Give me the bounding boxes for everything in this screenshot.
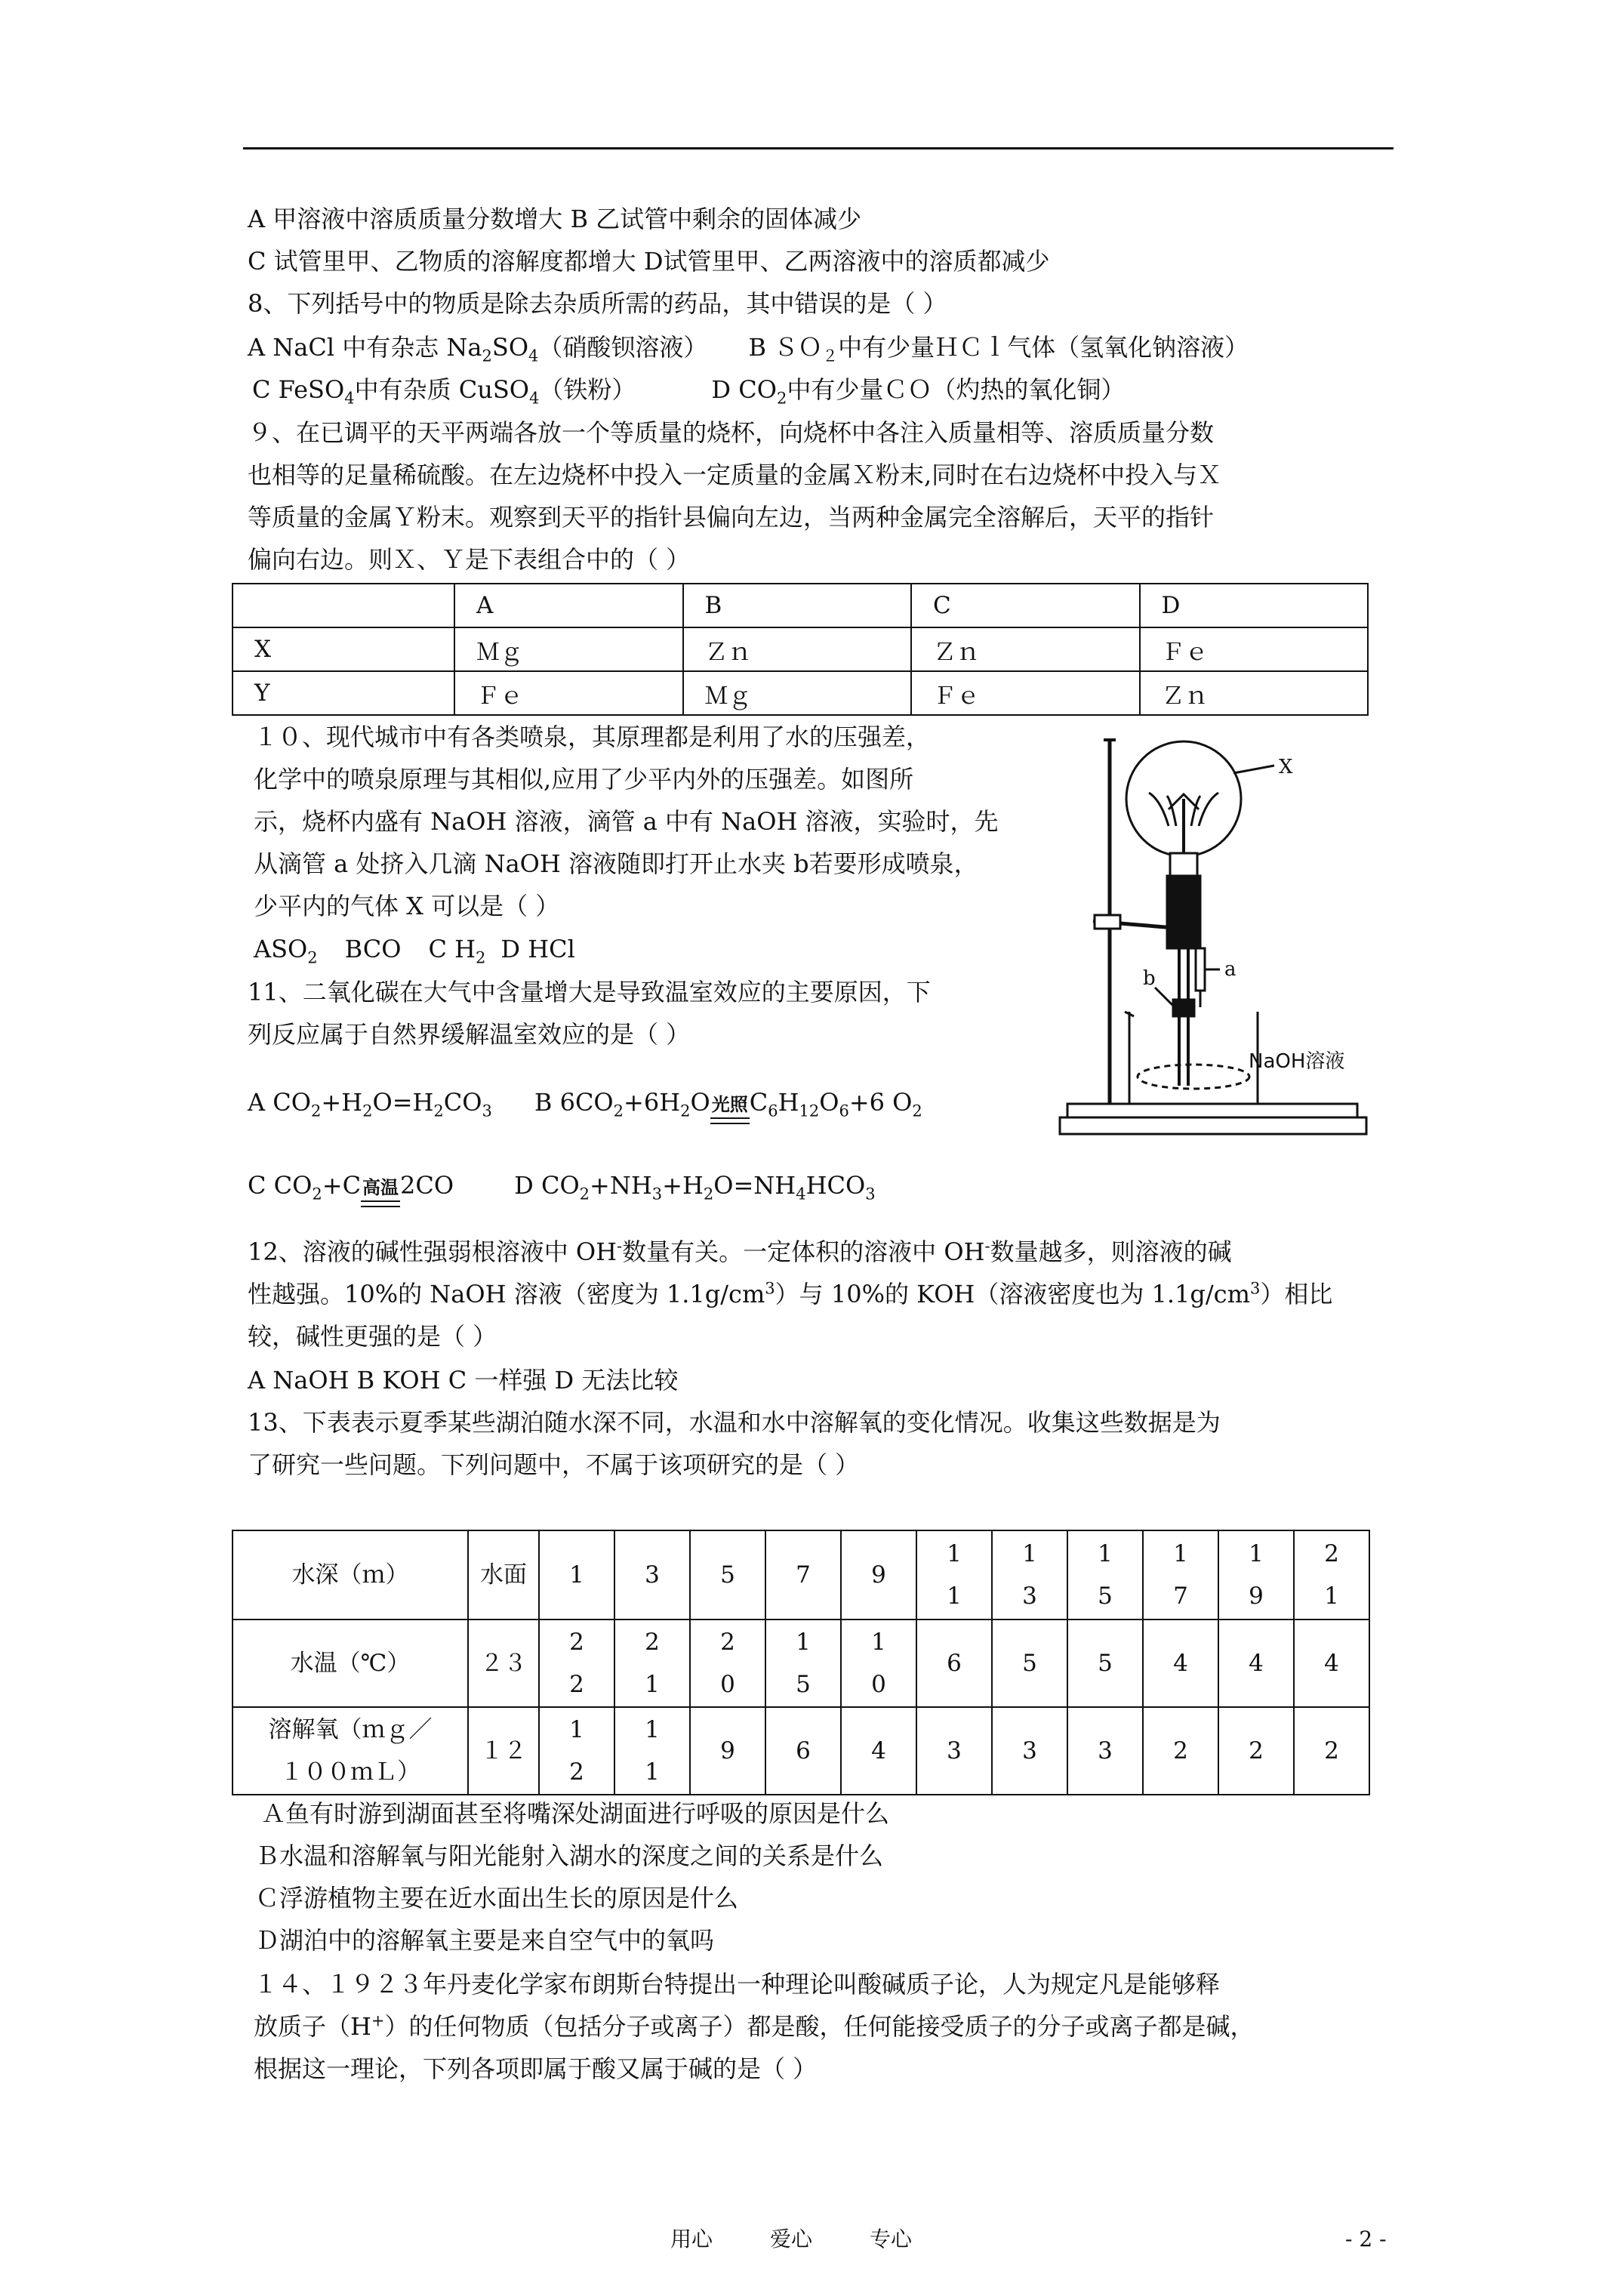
- q11-line-2: 列反应属于自然界缓解温室效应的是（ ）: [248, 1020, 691, 1049]
- table-cell: Ｚｎ: [911, 627, 1140, 671]
- table-cell: 2 1: [1294, 1530, 1369, 1620]
- q10-line-5: 少平内的气体 X 可以是（ ）: [254, 892, 560, 920]
- q8-options-ab: A NaCl 中有杂志 $Na_2SO_4$（硝酸钡溶液） B ＳＯ$_2$中有少量ＨＣｌ气体（氢氧化钠溶液）: [248, 333, 1249, 365]
- table-cell: 1: [539, 1530, 614, 1620]
- q9-line-1: ９、在已调平的天平两端各放一个等质量的烧杯，向烧杯中各注入质量相等、溶质质量分数: [248, 418, 1215, 447]
- q13-line-1: 13、下表表示夏季某些湖泊随水深不同，水温和水中溶解氧的变化情况。收集这些数据是为: [248, 1408, 1221, 1437]
- table-cell: 9: [841, 1530, 916, 1620]
- table-cell: Ｍｇ: [454, 627, 683, 671]
- table-cell: 1 9: [1218, 1530, 1294, 1620]
- table-cell: ２３: [468, 1620, 539, 1707]
- q7-options-line-1: A 甲溶液中溶质质量分数增大 B 乙试管中剩余的固体减少: [248, 205, 862, 233]
- table-cell: Ｍｇ: [683, 671, 912, 715]
- table-cell: Ｚｎ: [683, 627, 912, 671]
- table-cell: 1 3: [992, 1530, 1067, 1620]
- table-cell: X: [233, 627, 454, 671]
- table-cell: 4: [1218, 1620, 1294, 1707]
- q9-line-3: 等质量的金属Ｙ粉末。观察到天平的指针县偏向左边，当两种金属完全溶解后，天平的指针: [248, 503, 1215, 532]
- q10-line-1: １０、现代城市中有各类喷泉，其原理都是利用了水的压强差，: [254, 723, 931, 751]
- q13-row-depth: [233, 1530, 1369, 1620]
- q10-options: $ASO_2$ BCO C $H_2$ D HCl: [254, 935, 575, 967]
- table-cell: [233, 584, 454, 627]
- table-cell: 6: [916, 1620, 992, 1707]
- q10-line-3: 示，烧杯内盛有 NaOH 溶液，滴管 a 中有 NaOH 溶液，实验时，先: [254, 807, 999, 836]
- q7-options-line-2: C 试管里甲、乙物质的溶解度都增大 D试管里甲、乙两溶液中的溶质都减少: [248, 247, 1050, 276]
- table-cell: 3: [992, 1707, 1067, 1795]
- reaction-condition-high-temp: 高温: [361, 1173, 400, 1203]
- table-cell: 4: [841, 1707, 916, 1795]
- q13-line-2: 了研究一些问题。下列问题中，不属于该项研究的是（ ）: [248, 1450, 860, 1479]
- table-cell: Y: [233, 671, 454, 715]
- table-cell: 5: [1067, 1620, 1143, 1707]
- figure-label-naoh: NaOH溶液: [1249, 1050, 1345, 1073]
- footer-word-2: 爱心: [770, 2227, 813, 2251]
- table-cell: 1 2: [539, 1707, 614, 1795]
- footer-word-3: 专心: [870, 2227, 913, 2251]
- table-cell: B: [683, 584, 912, 627]
- table-cell: 6: [765, 1707, 841, 1795]
- table-cell: 3: [614, 1530, 690, 1620]
- table-cell: A: [454, 584, 683, 627]
- table-cell: 2: [1294, 1707, 1369, 1795]
- q11-line-1: 11、二氧化碳在大气中含量增大是导致温室效应的主要原因，下: [248, 978, 931, 1006]
- q11-options-ab: A $CO_2+H_2O=H_2CO_3$ B $6CO_2+6H_2O$光照$C_6H_{12}O_6+6$ $O_2$: [248, 1088, 922, 1120]
- fountain-apparatus-figure: [1055, 726, 1381, 1146]
- q14-line-3: 根据这一理论，下列各项即属于酸又属于碱的是（ ）: [254, 2054, 818, 2083]
- table-cell: 1 5: [765, 1620, 841, 1707]
- q9-table-header-row: [233, 584, 1368, 627]
- figure-label-a: a: [1224, 958, 1236, 981]
- table-cell: 2: [1218, 1707, 1294, 1795]
- table-cell: 1 7: [1143, 1530, 1218, 1620]
- table-cell: Ｆｅ: [1140, 627, 1369, 671]
- table-cell: 2 1: [614, 1620, 690, 1707]
- table-cell: １２: [468, 1707, 539, 1795]
- q12-line-3: 较，碱性更强的是（ ）: [248, 1322, 497, 1351]
- table-cell: 1 0: [841, 1620, 916, 1707]
- q13-option-c: Ｃ浮游植物主要在近水面出生长的原因是什么: [255, 1884, 739, 1912]
- q9-table-row-y: [233, 671, 1368, 715]
- table-cell: 5: [992, 1620, 1067, 1707]
- reaction-condition-light: 光照: [710, 1089, 750, 1120]
- table-cell: D: [1140, 584, 1369, 627]
- table-cell: 2: [1143, 1707, 1218, 1795]
- table-cell: 1 5: [1067, 1530, 1143, 1620]
- q9-table: [232, 583, 1369, 716]
- q14-line-2: 放质子（H+）的任何物质（包括分子或离子）都是酸，任何能接受质子的分子或离子都是碱，: [254, 2011, 1255, 2041]
- q13-option-b: Ｂ水温和溶解氧与阳光能射入湖水的深度之间的关系是什么: [255, 1841, 884, 1870]
- q12-options: A NaOH B KOH C 一样强 D 无法比较: [248, 1366, 679, 1395]
- table-cell: Ｚｎ: [1140, 671, 1369, 715]
- q13-row-oxygen: [233, 1707, 1369, 1795]
- q14-line-1: １４、１９２３年丹麦化学家布朗斯台特提出一种理论叫酸碱质子论，人为规定凡是能够释: [254, 1970, 1221, 1999]
- table-cell: 3: [916, 1707, 992, 1795]
- q13-option-d: Ｄ湖泊中的溶解氧主要是来自空气中的氧吗: [255, 1926, 715, 1955]
- table-cell: 2 2: [539, 1620, 614, 1707]
- table-cell: 4: [1143, 1620, 1218, 1707]
- table-cell: 水面: [468, 1530, 539, 1620]
- row-label-depth: 水深（ｍ）: [233, 1530, 468, 1620]
- q12-line-2: 性越强。10%的 NaOH 溶液（密度为 $1.1g/cm^3$）与 10%的 KOH（溶液密度也为 $1.1g/cm^3$）相比: [248, 1279, 1333, 1308]
- q11-options-cd: C $CO_2+C$高温2CO D $CO_2+NH_3+H_2O=NH_4HCO_3$: [248, 1171, 876, 1203]
- table-cell: 7: [765, 1530, 841, 1620]
- table-cell: 1 1: [614, 1707, 690, 1795]
- table-cell: 5: [690, 1530, 765, 1620]
- q13-row-temp: [233, 1620, 1369, 1707]
- table-cell: 2 0: [690, 1620, 765, 1707]
- footer-word-1: 用心: [670, 2227, 713, 2251]
- table-cell: C: [911, 584, 1140, 627]
- q10-line-2: 化学中的喷泉原理与其相似,应用了少平内外的压强差。如图所: [254, 765, 914, 794]
- table-cell: 1 1: [916, 1530, 992, 1620]
- row-label-temp: 水温（℃）: [233, 1620, 468, 1707]
- table-cell: Ｆｅ: [911, 671, 1140, 715]
- figure-label-b: b: [1143, 967, 1156, 990]
- q9-line-2: 也相等的足量稀硫酸。在左边烧杯中投入一定质量的金属Ｘ粉末,同时在右边烧杯中投入与Ｘ: [248, 461, 1222, 489]
- q9-line-4: 偏向右边。则Ｘ、Ｙ是下表组合中的（ ）: [248, 545, 691, 574]
- q10-line-4: 从滴管 a 处挤入几滴 NaOH 溶液随即打开止水夹 b若要形成喷泉，: [254, 849, 978, 878]
- figure-label-x: X: [1279, 756, 1293, 778]
- q9-table-row-x: [233, 627, 1368, 671]
- q12-line-1: 12、溶液的碱性强弱根溶液中 OH-数量有关。一定体积的溶液中 OH-数量越多，则溶液的碱: [248, 1237, 1232, 1266]
- q13-table: [232, 1530, 1370, 1795]
- row-label-oxygen: 溶解氧（ｍｇ／ １００ｍＬ）: [233, 1707, 468, 1795]
- table-cell: 3: [1067, 1707, 1143, 1795]
- table-cell: Ｆｅ: [454, 671, 683, 715]
- q8-options-cd: C FeSO$_4$中有杂质 CuSO$_4$（铁粉） D $CO_2$中有少量ＣＯ（灼热的氧化铜）: [252, 375, 1126, 408]
- table-cell: 4: [1294, 1620, 1369, 1707]
- table-cell: 9: [690, 1707, 765, 1795]
- page-number: - 2 -: [1345, 2227, 1387, 2251]
- q8-stem: 8、下列括号中的物质是除去杂质所需的药品，其中错误的是（ ）: [248, 289, 947, 318]
- q13-option-a: Ａ鱼有时游到湖面甚至将嘴深处湖面进行呼吸的原因是什么: [261, 1799, 890, 1828]
- header-rule: [243, 147, 1394, 149]
